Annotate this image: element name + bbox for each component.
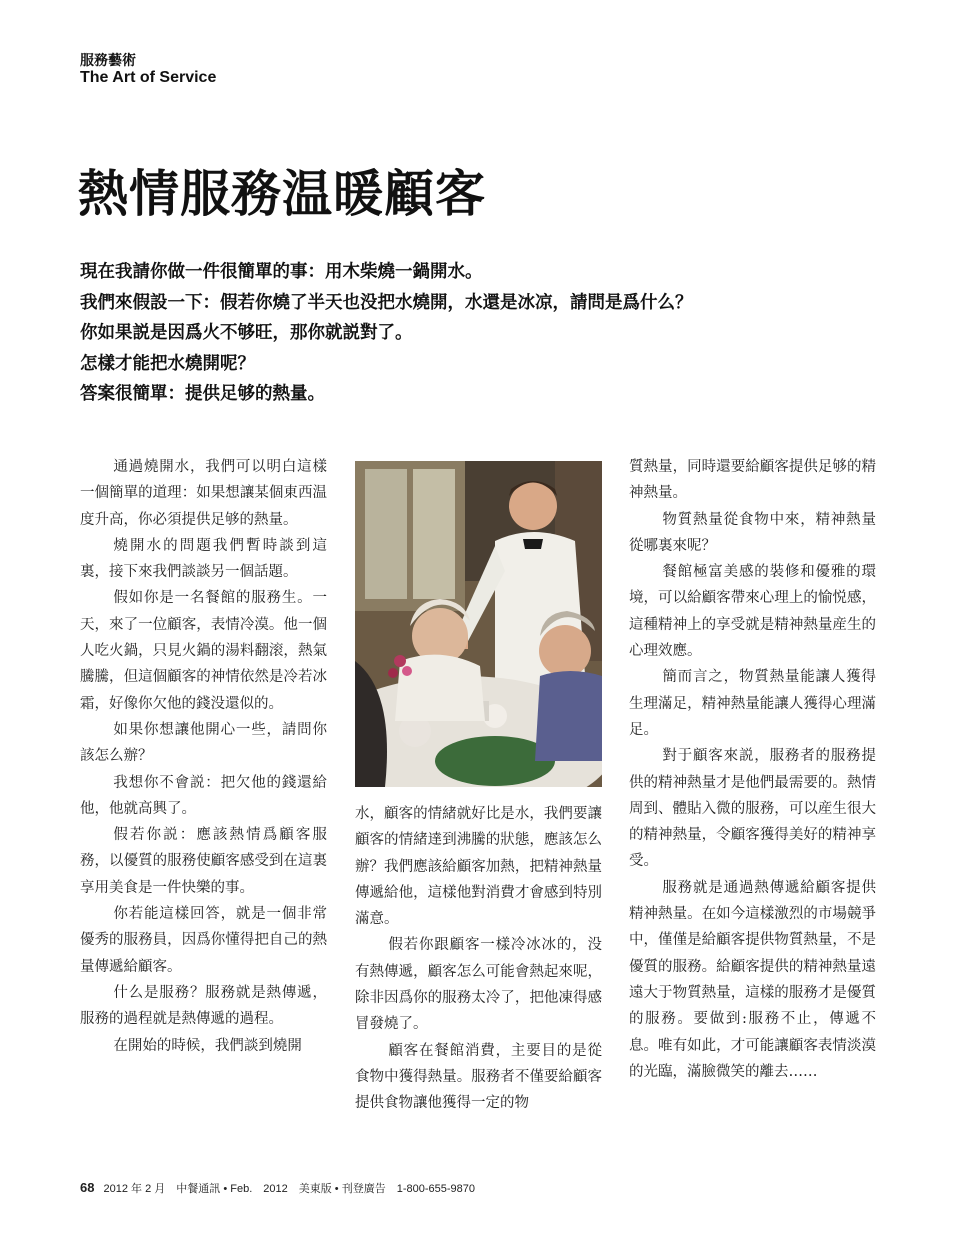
intro-line: 現在我請你做一件很簡單的事：用木柴燒一鍋開水。 (80, 262, 483, 282)
paragraph: 如果你想讓他開心一些，請問你該怎么辦？ (80, 721, 327, 765)
paragraph: 水，顧客的情緒就好比是水，我們要讓顧客的情緒達到沸騰的狀態，應該怎么辦？我們應該給顧客加熱，把精神熱量傳遞給他，這樣他對消費才會感到特別滿意。 (355, 806, 602, 928)
paragraph: 假如你是一名餐館的服務生。一天，來了一位顧客，表情冷漠。他一個人吃火鍋，只見火鍋的湯料翻滚，熱氣騰騰，但這個顧客的神情依然是冷若冰霜，好像你欠他的錢没還似的。 (80, 590, 327, 712)
footer-text: 2012 年 2 月 中餐通訊 • Feb. 2012 美東版 • 刊登廣告 1-800-655-9870 (103, 1183, 475, 1195)
section-label-en: The Art of Service (80, 69, 217, 86)
paragraph: 質熱量，同時還要給顧客提供足够的精神熱量。 (629, 459, 876, 502)
intro-block (80, 257, 880, 410)
intro-line: 我們來假設一下：假若你燒了半天也没把水燒開，水還是冰凉，請問是爲什么？ (80, 292, 693, 313)
paragraph: 假若你跟顧客一樣冷冰冰的，没有熱傳遞，顧客怎么可能會熱起來呢，除非因爲你的服務太冷了，把他凍得感冒發燒了。 (355, 937, 602, 1033)
paragraph: 對于顧客來説，服務者的服務提供的精神熱量才是他們最需要的。熱情周到、體貼入微的服務，可以産生很大的精神熱量，令顧客獲得美好的精神享受。 (629, 748, 876, 870)
intro-line: 答案很簡單：提供足够的熱量。 (80, 384, 325, 404)
restaurant-waiter-photo (355, 461, 602, 787)
column-3 (629, 454, 876, 1085)
column-2 (355, 801, 602, 1117)
paragraph: 什么是服務？服務就是熱傳遞，服務的過程就是熱傳遞的過程。 (80, 984, 327, 1028)
paragraph: 你若能這樣回答，就是一個非常優秀的服務員，因爲你懂得把自己的熱量傳遞給顧客。 (80, 906, 327, 975)
page-footer (80, 1180, 475, 1196)
paragraph: 物質熱量從食物中來，精神熱量從哪裏來呢？ (629, 511, 876, 554)
paragraph: 通過燒開水，我們可以明白這樣一個簡單的道理：如果想讓某個東西温度升高，你必須提供足够的熱量。 (80, 459, 327, 528)
column-1 (80, 454, 327, 1059)
paragraph: 燒開水的問題我們暫時談到這裏，接下來我們談談另一個話題。 (80, 537, 327, 581)
article-title: 熱情服務温暖顧客 (78, 164, 486, 223)
paragraph: 簡而言之，物質熱量能讓人獲得生理滿足，精神熱量能讓人獲得心理滿足。 (629, 669, 876, 738)
paragraph: 餐館極富美感的裝修和優雅的環境，可以給顧客帶來心理上的愉悦感，這種精神上的享受就是精神熱量産生的心理效應。 (629, 564, 876, 660)
intro-line: 你如果説是因爲火不够旺，那你就説對了。 (80, 323, 413, 343)
paragraph: 假若你説：應該熱情爲顧客服務，以優質的服務使顧客感受到在這裏享用美食是一件快樂的事。 (80, 827, 327, 896)
section-label-zh: 服務藝術 (80, 53, 136, 69)
intro-line: 怎樣才能把水燒開呢？ (80, 353, 255, 374)
paragraph: 在開始的時候，我們談到燒開 (113, 1037, 302, 1054)
page-number: 68 (80, 1180, 95, 1195)
paragraph: 服務就是通過熱傳遞給顧客提供精神熱量。在如今這樣激烈的市場競爭中，僅僅是給顧客提供物質熱量，不是優質的服務。給顧客提供的精神熱量遠遠大于物質熱量，這樣的服務才是優質的服務。要做到:服務不止，傳遞不息。唯有如此，才可能讓顧客表情淡漠的光臨，滿臉微笑的離去…… (629, 879, 876, 1080)
paragraph: 顧客在餐館消費，主要目的是從食物中獲得熱量。服務者不僅要給顧客提供食物讓他獲得一定的物 (355, 1042, 602, 1112)
paragraph: 我想你不會説：把欠他的錢還給他，他就高興了。 (80, 774, 327, 817)
